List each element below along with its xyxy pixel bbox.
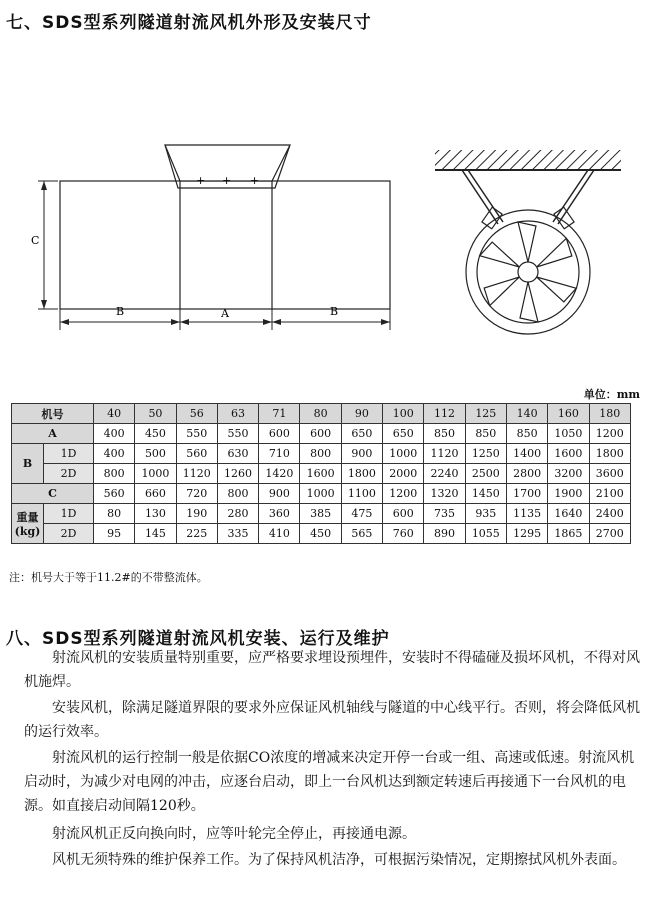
table-header-label: 机号	[12, 404, 94, 424]
table-cell: 2100	[589, 484, 630, 504]
table-row-b-1d	[12, 444, 631, 464]
plus-mark-2: +	[222, 174, 232, 187]
paragraph-5	[24, 848, 644, 872]
table-cell: 40	[94, 404, 135, 424]
table-cell: 1055	[465, 524, 506, 544]
paragraph-text: 射流风机的安装质量特别重要，应严格要求埋设预埋件，安装时不得磕碰及损坏风机，不得对风机施焊。	[24, 650, 640, 690]
table-cell: 760	[383, 524, 424, 544]
dim-label-b-left: B	[116, 305, 125, 318]
table-cell: 1200	[383, 484, 424, 504]
paragraph-text: 安装风机，除满足隧道界限的要求外应保证风机轴线与隧道的中心线平行。否则，将会降低风机的运行效率。	[24, 700, 640, 740]
table-cell: 450	[135, 424, 176, 444]
table-cell: 660	[135, 484, 176, 504]
table-cell: 850	[465, 424, 506, 444]
table-cell: 180	[589, 404, 630, 424]
table-cell: 1100	[341, 484, 382, 504]
table-cell: 710	[259, 444, 300, 464]
row-label-b: B	[12, 444, 44, 484]
plus-mark-3: +	[250, 174, 260, 187]
weight-label-line1: 重量	[16, 511, 39, 524]
dim-label-a: A	[221, 307, 229, 320]
table-cell: 140	[506, 404, 547, 424]
table-cell: 1320	[424, 484, 465, 504]
table-cell: 2240	[424, 464, 465, 484]
table-cell: 1120	[176, 464, 217, 484]
table-cell: 1000	[135, 464, 176, 484]
table-cell: 900	[259, 484, 300, 504]
table-cell: 1865	[548, 524, 589, 544]
paragraph-text: 射流风机的运行控制一般是依据CO浓度的增减来决定开停一台或一组、高速或低速。射流风机启动时，为减少对电网的冲击，应逐台启动，即上一台风机达到额定转速后再接通下一台风机的电源。如直接启动间隔120秒。	[24, 750, 635, 814]
table-cell: 650	[341, 424, 382, 444]
table-cell: 550	[217, 424, 258, 444]
table-cell: 280	[217, 504, 258, 524]
table-cell: 1120	[424, 444, 465, 464]
table-cell: 80	[300, 404, 341, 424]
table-row-weight-1d	[12, 504, 631, 524]
table-cell: 1640	[548, 504, 589, 524]
table-cell: 360	[259, 504, 300, 524]
table-cell: 1450	[465, 484, 506, 504]
table-cell: 80	[94, 504, 135, 524]
table-row-c	[12, 484, 631, 504]
table-cell: 335	[217, 524, 258, 544]
table-cell: 550	[176, 424, 217, 444]
table-cell: 800	[300, 444, 341, 464]
table-cell: 850	[424, 424, 465, 444]
table-cell: 71	[259, 404, 300, 424]
table-cell: 95	[94, 524, 135, 544]
table-cell: 600	[300, 424, 341, 444]
unit-label: 单位：mm	[583, 388, 640, 401]
table-cell: 720	[176, 484, 217, 504]
table-cell: 3600	[589, 464, 630, 484]
table-cell: 1420	[259, 464, 300, 484]
table-cell: 90	[341, 404, 382, 424]
table-cell: 2400	[589, 504, 630, 524]
table-cell: 600	[259, 424, 300, 444]
table-cell: 890	[424, 524, 465, 544]
table-cell: 125	[465, 404, 506, 424]
section7-title: 七、SDS型系列隧道射流风机外形及安装尺寸	[6, 13, 372, 33]
table-header-row	[12, 404, 631, 424]
table-cell: 56	[176, 404, 217, 424]
table-cell: 560	[94, 484, 135, 504]
fan-blades	[480, 222, 577, 322]
table-cell: 130	[135, 504, 176, 524]
table-cell: 475	[341, 504, 382, 524]
table-cell: 145	[135, 524, 176, 544]
table-cell: 450	[300, 524, 341, 544]
paragraph-2	[24, 696, 644, 744]
table-row-weight-2d	[12, 524, 631, 544]
section8-title: 八、SDS型系列隧道射流风机安装、运行及维护	[6, 629, 390, 649]
table-cell: 112	[424, 404, 465, 424]
table-cell: 1250	[465, 444, 506, 464]
side-view	[38, 145, 390, 330]
dim-label-c: C	[31, 234, 40, 247]
table-cell: 385	[300, 504, 341, 524]
table-row-b-2d	[12, 464, 631, 484]
table-cell: 160	[548, 404, 589, 424]
table-cell: 1135	[506, 504, 547, 524]
table-cell: 190	[176, 504, 217, 524]
front-view	[435, 150, 621, 334]
table-cell: 1600	[548, 444, 589, 464]
table-cell: 1000	[383, 444, 424, 464]
table-cell: 63	[217, 404, 258, 424]
table-cell: 2500	[465, 464, 506, 484]
table-cell: 800	[217, 484, 258, 504]
row-label-weight	[12, 504, 44, 544]
table-cell: 2800	[506, 464, 547, 484]
table-cell: 400	[94, 444, 135, 464]
table-cell: 1295	[506, 524, 547, 544]
table-cell: 650	[383, 424, 424, 444]
table-cell: 1600	[300, 464, 341, 484]
sub-label-w-2d: 2D	[44, 524, 94, 544]
table-cell: 410	[259, 524, 300, 544]
fan-outline-diagram	[0, 0, 660, 380]
table-cell: 900	[341, 444, 382, 464]
paragraph-1	[24, 646, 644, 694]
table-cell: 1200	[589, 424, 630, 444]
table-cell: 600	[383, 504, 424, 524]
row-label-c: C	[12, 484, 94, 504]
table-cell: 1800	[589, 444, 630, 464]
dimension-table	[11, 403, 631, 544]
row-label-a: A	[12, 424, 94, 444]
table-row-a	[12, 424, 631, 444]
table-cell: 1260	[217, 464, 258, 484]
table-note: 注：机号大于等于11.2#的不带整流体。	[9, 571, 208, 584]
table-cell: 1700	[506, 484, 547, 504]
sub-label-b-1d: 1D	[44, 444, 94, 464]
table-cell: 1900	[548, 484, 589, 504]
paragraph-4	[24, 822, 644, 846]
table-cell: 935	[465, 504, 506, 524]
table-cell: 225	[176, 524, 217, 544]
table-cell: 735	[424, 504, 465, 524]
table-cell: 400	[94, 424, 135, 444]
sub-label-w-1d: 1D	[44, 504, 94, 524]
sub-label-b-2d: 2D	[44, 464, 94, 484]
table-cell: 500	[135, 444, 176, 464]
table-cell: 3200	[548, 464, 589, 484]
table-cell: 2700	[589, 524, 630, 544]
table-cell: 100	[383, 404, 424, 424]
table-cell: 630	[217, 444, 258, 464]
paragraph-3	[24, 746, 644, 818]
weight-label-line2: (kg)	[14, 525, 41, 538]
table-cell: 1800	[341, 464, 382, 484]
dim-label-b-right: B	[330, 305, 339, 318]
paragraph-text: 风机无须特殊的维护保养工作。为了保持风机洁净，可根据污染情况，定期擦拭风机外表面。	[52, 852, 626, 868]
table-cell: 560	[176, 444, 217, 464]
table-cell: 1000	[300, 484, 341, 504]
table-cell: 850	[506, 424, 547, 444]
plus-mark-1: +	[196, 174, 206, 187]
table-cell: 1400	[506, 444, 547, 464]
table-cell: 50	[135, 404, 176, 424]
table-cell: 800	[94, 464, 135, 484]
table-cell: 1050	[548, 424, 589, 444]
table-cell: 565	[341, 524, 382, 544]
table-cell: 2000	[383, 464, 424, 484]
paragraph-text: 射流风机正反向换向时，应等叶轮完全停止，再接通电源。	[52, 826, 416, 842]
